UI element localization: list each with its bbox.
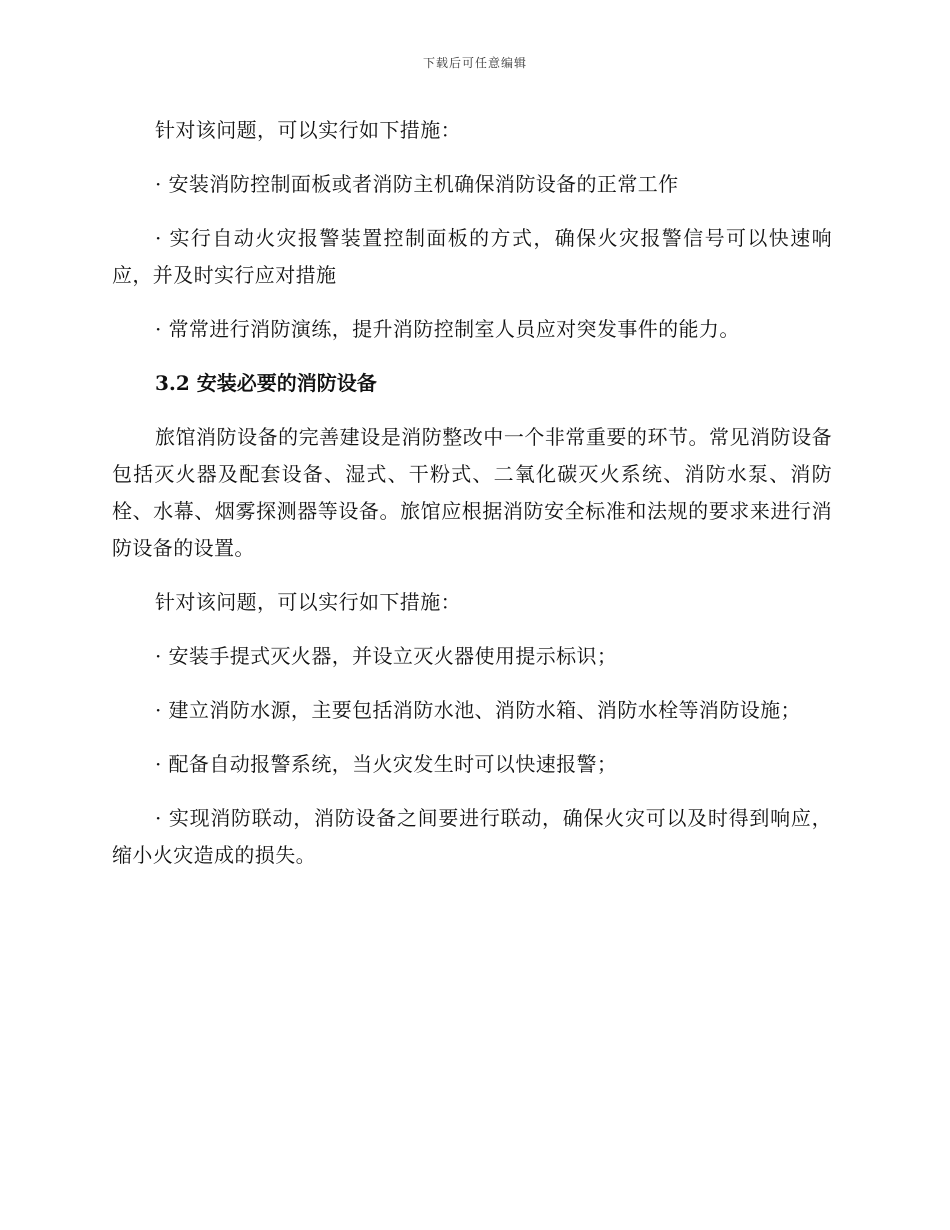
bullet-water-source: · 建立消防水源，主要包括消防水池、消防水箱、消防水栓等消防设施；: [155, 698, 801, 722]
paragraph-measures-intro: 针对该问题，可以实行如下措施：: [155, 118, 461, 142]
bullet-fire-drill: · 常常进行消防演练，提升消防控制室人员应对突发事件的能力。: [155, 317, 740, 341]
page-header: 下载后可任意编辑: [422, 56, 527, 70]
paragraph-equipment-overview: 旅馆消防设备的完善建设是消防整改中一个非常重要的环节。常见消防设备包括灭火器及配套设备、湿式、干粉式、二氧化碳灭火系统、消防水泵、消防栓、水幕、烟雾探测器等设备。旅馆应根据消防安全标准和法规的要求来进行消防设备的设置。: [112, 425, 832, 560]
bullet-auto-alarm: · 实行自动火灾报警装置控制面板的方式，确保火灾报警信号可以快速响应，并及时实行应对措施: [112, 226, 832, 287]
bullet-alarm-system: · 配备自动报警系统，当火灾发生时可以快速报警；: [155, 752, 618, 776]
section-heading: 3.2 安装必要的消防设备: [155, 371, 377, 395]
bullet-extinguishers: · 安装手提式灭火器，并设立灭火器使用提示标识；: [155, 644, 618, 668]
bullet-linkage: · 实现消防联动，消防设备之间要进行联动，确保火灾可以及时得到响应，缩小火灾造成的损失。: [112, 806, 832, 867]
paragraph-measures-intro-2: 针对该问题，可以实行如下措施：: [155, 590, 461, 614]
bullet-control-panel: · 安装消防控制面板或者消防主机确保消防设备的正常工作: [155, 172, 679, 196]
document-body: [112, 112, 832, 891]
